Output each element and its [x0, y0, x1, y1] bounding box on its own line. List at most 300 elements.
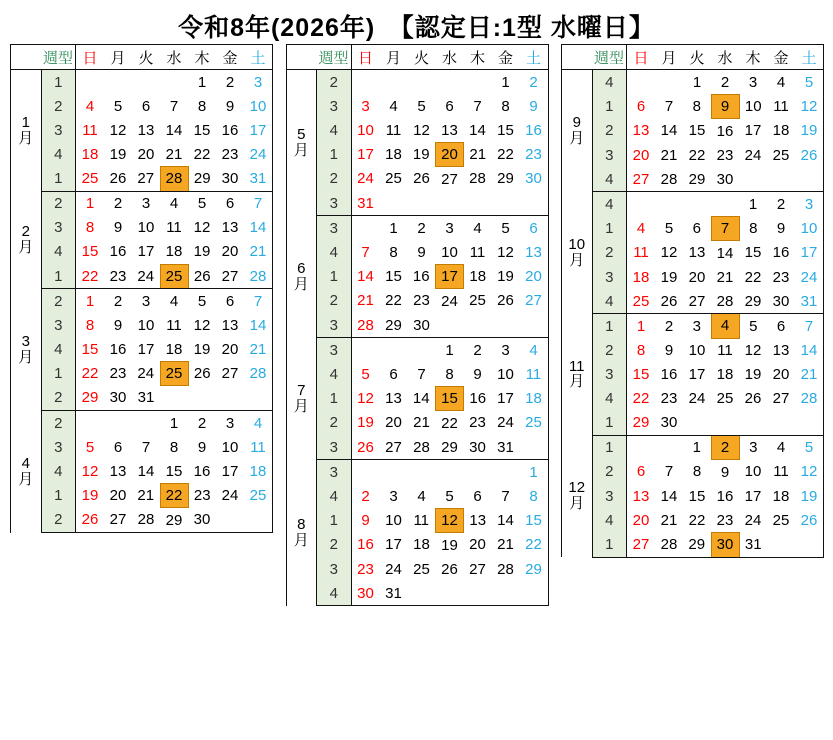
- day-cell: 27: [104, 508, 132, 533]
- day-cell: 1: [389, 219, 398, 237]
- day-cell: 11: [773, 463, 789, 481]
- day-cell: 10: [385, 512, 402, 529]
- day-cell: 17: [795, 241, 824, 266]
- day-cell: 21: [469, 146, 487, 163]
- day-cell: 20: [688, 268, 706, 286]
- day-cell: 20: [221, 340, 239, 358]
- day-cell: 9: [417, 243, 426, 261]
- calendar-week-row: [562, 435, 824, 460]
- week-type-cell: 4: [592, 387, 627, 411]
- day-cell: 12: [193, 316, 211, 334]
- day-cell: 22: [76, 264, 105, 289]
- month-label: 5 月: [286, 70, 317, 216]
- day-cell: 12: [436, 509, 464, 533]
- day-cell: 16: [469, 390, 487, 407]
- day-cell: 19: [744, 366, 762, 383]
- week-type-cell: 4: [317, 118, 352, 143]
- day-cell: 10: [688, 341, 706, 359]
- day-cell-empty: [216, 386, 244, 411]
- day-cell: 10: [441, 243, 458, 261]
- day-cell: 10: [244, 94, 273, 118]
- day-cell: 13: [385, 390, 402, 407]
- day-cell: 23: [104, 264, 132, 289]
- day-cell: 2: [473, 341, 482, 359]
- day-cell: 26: [104, 167, 132, 192]
- day-cell: 19: [497, 268, 514, 285]
- day-cell-empty: [627, 435, 656, 460]
- day-cell: 30: [104, 386, 132, 411]
- day-cell: 8: [501, 97, 510, 115]
- day-cell: 2: [361, 487, 370, 505]
- day-cell: 25: [385, 170, 402, 188]
- day-cell: 13: [137, 121, 155, 139]
- day-cell: 6: [141, 97, 151, 115]
- day-cell: 5: [664, 220, 674, 237]
- day-cell-empty: [188, 386, 216, 411]
- calendar-week-row: [11, 289, 273, 314]
- day-cell-empty: [408, 70, 436, 95]
- calendar-week-row: [562, 533, 824, 558]
- day-cell: 5: [749, 317, 758, 335]
- day-cell: 17: [137, 340, 155, 358]
- month-header-spacer: [286, 45, 317, 70]
- day-cell-empty: [436, 460, 464, 485]
- day-cell-empty: [104, 70, 132, 95]
- day-cell: 27: [772, 390, 790, 407]
- weekday-header-土: 土: [244, 45, 273, 70]
- day-cell: 9: [711, 95, 739, 119]
- day-cell: 23: [469, 414, 486, 432]
- day-cell: 19: [660, 268, 678, 286]
- day-cell: 17: [436, 265, 464, 289]
- calendar-week-row: [286, 313, 548, 338]
- week-type-cell: 3: [41, 118, 76, 142]
- calendar-week-row: [286, 581, 548, 606]
- day-cell: 9: [664, 341, 674, 359]
- day-cell-empty: [76, 70, 105, 95]
- day-cell-empty: [795, 533, 824, 558]
- week-type-cell: 3: [592, 143, 627, 167]
- day-cell-empty: [464, 581, 492, 606]
- day-cell: 5: [795, 70, 824, 95]
- day-cell: 29: [683, 533, 711, 558]
- day-cell: 11: [413, 512, 430, 529]
- day-cell-empty: [520, 191, 549, 216]
- day-cell: 27: [380, 435, 408, 460]
- day-cell: 14: [716, 244, 734, 262]
- day-cell: 24: [221, 487, 239, 504]
- calendar-week-row: [286, 216, 548, 241]
- day-cell: 30: [188, 508, 216, 533]
- day-cell-empty: [436, 581, 464, 606]
- day-cell-empty: [683, 411, 711, 436]
- day-cell: 18: [772, 122, 790, 140]
- day-cell: 16: [193, 462, 211, 480]
- day-cell: 17: [744, 122, 762, 140]
- day-cell: 23: [109, 365, 127, 382]
- day-cell: 2: [417, 219, 426, 237]
- day-cell: 27: [683, 289, 711, 314]
- day-cell: 5: [197, 195, 207, 212]
- day-cell-empty: [739, 411, 767, 436]
- day-cell: 4: [244, 411, 273, 436]
- day-cell: 29: [188, 167, 216, 192]
- week-type-cell: 1: [41, 264, 76, 289]
- calendar-week-row: [562, 217, 824, 241]
- month-label: 1 月: [11, 70, 42, 192]
- day-cell: 16: [716, 122, 734, 140]
- day-cell: 20: [109, 487, 127, 504]
- day-cell: 8: [692, 463, 702, 481]
- week-type-cell: 3: [317, 435, 352, 460]
- day-cell: 8: [197, 97, 207, 115]
- day-cell-empty: [408, 338, 436, 363]
- day-cell: 6: [776, 317, 786, 335]
- calendar-week-row: [11, 362, 273, 386]
- day-cell: 19: [412, 146, 430, 163]
- day-cell-empty: [739, 167, 767, 192]
- day-cell: 21: [716, 268, 734, 286]
- day-cell: 30: [711, 167, 739, 192]
- day-cell: 24: [132, 264, 160, 289]
- day-cell: 3: [501, 341, 510, 359]
- day-cell-empty: [655, 70, 683, 95]
- day-cell: 28: [655, 533, 683, 558]
- calendar-table: [286, 44, 549, 606]
- day-cell-empty: [351, 338, 380, 363]
- day-cell: 4: [473, 219, 482, 237]
- day-cell: 29: [520, 557, 549, 581]
- week-type-cell: 1: [41, 484, 76, 508]
- day-cell: 9: [113, 219, 123, 236]
- week-type-cell: 4: [41, 459, 76, 484]
- day-cell: 28: [244, 264, 273, 289]
- day-cell-empty: [160, 70, 188, 95]
- week-type-cell: 3: [317, 216, 352, 241]
- day-cell: 10: [795, 217, 824, 241]
- month-label: 9 月: [562, 70, 593, 192]
- weekday-header-月: 月: [655, 45, 683, 70]
- month-header-spacer: [11, 45, 42, 70]
- day-cell: 18: [632, 268, 650, 286]
- day-cell: 12: [193, 219, 211, 236]
- day-cell: 11: [385, 121, 402, 139]
- day-cell: 24: [244, 142, 273, 167]
- day-cell: 26: [497, 292, 514, 310]
- week-type-cell: 3: [317, 338, 352, 363]
- day-cell: 23: [357, 560, 374, 578]
- day-cell: 24: [385, 560, 402, 578]
- day-cell: 21: [660, 146, 678, 164]
- day-cell: 18: [716, 366, 734, 383]
- week-type-cell: 1: [592, 411, 627, 436]
- day-cell: 2: [776, 195, 786, 213]
- calendar-week-row: [11, 459, 273, 484]
- day-cell: 28: [795, 387, 824, 411]
- day-cell: 22: [497, 146, 514, 163]
- day-cell: 12: [357, 390, 374, 407]
- day-cell: 13: [688, 244, 706, 262]
- day-cell: 12: [795, 460, 824, 485]
- day-cell: 20: [632, 511, 650, 529]
- day-cell: 22: [688, 146, 706, 164]
- month-label: 4 月: [11, 411, 42, 533]
- calendar-week-row: [286, 70, 548, 95]
- day-cell: 15: [632, 366, 650, 383]
- day-cell: 18: [772, 487, 790, 505]
- day-cell: 20: [772, 366, 790, 383]
- day-cell: 16: [520, 118, 549, 143]
- day-cell: 9: [776, 220, 786, 237]
- day-cell: 23: [221, 145, 239, 163]
- week-type-cell: 3: [317, 191, 352, 216]
- week-type-cell: 2: [592, 119, 627, 144]
- day-cell: 5: [501, 219, 510, 237]
- week-type-cell: 4: [317, 484, 352, 509]
- day-cell: 26: [351, 435, 380, 460]
- day-cell: 25: [772, 146, 790, 164]
- day-cell: 15: [81, 340, 99, 358]
- day-cell-empty: [104, 411, 132, 436]
- day-cell-empty: [132, 70, 160, 95]
- day-cell: 27: [216, 264, 244, 289]
- day-cell: 15: [744, 244, 762, 262]
- day-cell: 7: [361, 243, 370, 261]
- day-cell: 25: [413, 560, 430, 578]
- calendar-week-row: [286, 387, 548, 411]
- day-cell: 23: [660, 390, 678, 407]
- calendar-week-row: [11, 508, 273, 533]
- day-cell: 6: [389, 365, 398, 383]
- day-cell: 30: [351, 581, 380, 606]
- day-cell: 23: [520, 143, 549, 167]
- day-cell: 29: [160, 508, 188, 533]
- day-cell: 22: [632, 390, 650, 407]
- week-type-cell: 2: [317, 411, 352, 436]
- calendar-column: [286, 44, 548, 606]
- day-cell: 18: [520, 387, 549, 411]
- day-cell: 8: [749, 220, 758, 237]
- week-type-cell: 3: [592, 484, 627, 508]
- day-cell: 11: [166, 316, 182, 334]
- day-cell: 15: [497, 121, 514, 139]
- weekday-header-月: 月: [104, 45, 132, 70]
- calendar-week-row: [11, 484, 273, 508]
- day-cell: 9: [520, 94, 549, 118]
- day-cell: 27: [221, 365, 239, 382]
- day-cell: 31: [739, 533, 767, 558]
- calendar-week-row: [286, 435, 548, 460]
- day-cell: 18: [469, 268, 487, 285]
- day-cell-empty: [767, 167, 795, 192]
- day-cell: 22: [193, 145, 211, 163]
- day-cell: 24: [744, 146, 762, 164]
- day-cell: 4: [169, 195, 179, 212]
- calendar-week-row: [562, 411, 824, 436]
- day-cell: 29: [76, 386, 105, 411]
- day-cell: 25: [520, 411, 549, 436]
- day-cell: 13: [772, 341, 790, 359]
- calendar-week-row: [286, 362, 548, 387]
- day-cell: 25: [160, 264, 188, 289]
- day-cell: 6: [636, 98, 646, 115]
- calendar-week-row: [286, 94, 548, 118]
- calendar-week-row: [562, 387, 824, 411]
- calendar-week-row: [286, 557, 548, 581]
- day-cell: 14: [412, 390, 430, 407]
- calendar-week-row: [11, 94, 273, 118]
- day-cell: 2: [225, 73, 235, 91]
- day-cell: 3: [748, 73, 758, 91]
- day-cell: 29: [380, 313, 408, 338]
- day-cell: 17: [688, 366, 706, 383]
- calendar-week-row: [11, 216, 273, 240]
- day-cell: 16: [660, 366, 678, 383]
- day-cell: 15: [436, 387, 464, 411]
- day-cell: 3: [445, 219, 454, 237]
- day-cell-empty: [520, 581, 549, 606]
- day-cell: 27: [469, 560, 486, 578]
- calendar-week-row: [562, 338, 824, 363]
- calendar-table: [561, 44, 824, 558]
- day-cell: 3: [795, 192, 824, 217]
- week-type-cell: 3: [317, 557, 352, 581]
- day-cell: 13: [520, 240, 549, 265]
- day-cell: 19: [193, 340, 211, 358]
- day-cell: 7: [244, 191, 273, 216]
- day-cell: 25: [627, 289, 656, 314]
- day-cell: 12: [660, 244, 678, 262]
- day-cell: 13: [441, 121, 458, 139]
- weekday-header-土: 土: [520, 45, 549, 70]
- day-cell: 5: [417, 97, 426, 115]
- day-cell: 9: [225, 97, 235, 115]
- day-cell: 31: [132, 386, 160, 411]
- calendar-week-row: [286, 533, 548, 558]
- day-cell: 27: [441, 170, 458, 188]
- week-type-cell: 3: [317, 460, 352, 485]
- weekday-header-金: 金: [492, 45, 520, 70]
- day-cell: 7: [169, 97, 179, 115]
- day-cell: 30: [711, 533, 739, 558]
- day-cell: 30: [464, 435, 492, 460]
- day-cell: 17: [497, 390, 514, 407]
- day-cell-empty: [351, 216, 380, 241]
- day-cell: 22: [385, 292, 402, 310]
- day-cell: 10: [221, 438, 239, 456]
- day-cell: 15: [193, 121, 211, 139]
- day-cell: 29: [739, 289, 767, 314]
- week-type-header: 週型: [317, 45, 352, 70]
- day-cell: 1: [692, 73, 702, 91]
- week-type-cell: 2: [317, 167, 352, 192]
- calendar-week-row: [562, 508, 824, 533]
- day-cell: 6: [636, 463, 646, 481]
- day-cell: 2: [711, 435, 739, 460]
- day-cell: 8: [169, 438, 179, 456]
- calendar-week-row: [562, 241, 824, 266]
- week-type-cell: 4: [592, 70, 627, 95]
- week-type-cell: 3: [317, 313, 352, 338]
- day-cell: 11: [244, 435, 273, 459]
- day-cell: 9: [720, 463, 730, 481]
- week-type-cell: 4: [317, 240, 352, 265]
- day-cell: 26: [655, 289, 683, 314]
- week-type-header: 週型: [592, 45, 627, 70]
- day-cell: 20: [632, 146, 650, 164]
- day-cell: 6: [225, 195, 235, 212]
- day-cell: 12: [81, 462, 99, 480]
- day-cell-empty: [464, 460, 492, 485]
- day-cell: 3: [141, 292, 151, 310]
- day-cell-empty: [464, 70, 492, 95]
- week-type-cell: 2: [592, 241, 627, 266]
- day-cell: 5: [197, 292, 207, 310]
- day-cell: 13: [632, 122, 650, 140]
- day-cell: 21: [795, 363, 824, 387]
- week-type-cell: 1: [317, 143, 352, 167]
- day-cell: 22: [441, 414, 458, 432]
- day-cell: 26: [795, 143, 824, 167]
- calendar-week-row: [562, 363, 824, 387]
- day-cell: 28: [244, 362, 273, 386]
- day-cell: 6: [473, 487, 482, 505]
- day-cell: 25: [772, 511, 790, 529]
- day-cell: 5: [113, 97, 123, 115]
- day-cell: 8: [445, 365, 454, 383]
- day-cell: 23: [413, 292, 430, 310]
- day-cell: 19: [193, 243, 211, 261]
- day-cell: 30: [655, 411, 683, 436]
- day-cell: 27: [520, 289, 549, 314]
- day-cell: 4: [636, 220, 646, 237]
- day-cell: 24: [688, 390, 706, 407]
- day-cell: 31: [492, 435, 520, 460]
- weekday-header-金: 金: [216, 45, 244, 70]
- day-cell: 1: [169, 414, 179, 432]
- day-cell: 3: [692, 317, 701, 335]
- day-cell: 24: [137, 365, 155, 382]
- week-type-cell: 2: [317, 533, 352, 558]
- week-type-cell: 4: [41, 240, 76, 265]
- day-cell: 1: [636, 317, 646, 335]
- day-cell: 3: [225, 414, 235, 432]
- day-cell: 9: [361, 512, 370, 529]
- calendar-week-row: [11, 70, 273, 95]
- day-cell-empty: [436, 70, 464, 95]
- week-type-cell: 4: [317, 581, 352, 606]
- calendar-week-row: [11, 264, 273, 289]
- week-type-cell: 2: [41, 289, 76, 314]
- day-cell: 21: [137, 487, 155, 504]
- day-cell-empty: [795, 167, 824, 192]
- day-cell: 23: [772, 268, 790, 286]
- day-cell-empty: [655, 435, 683, 460]
- day-cell: 3: [749, 439, 758, 456]
- day-cell: 2: [113, 195, 123, 212]
- day-cell: 12: [109, 121, 127, 139]
- day-cell: 11: [520, 362, 549, 387]
- day-cell: 24: [441, 292, 458, 310]
- weekday-header-日: 日: [351, 45, 380, 70]
- day-cell: 15: [520, 509, 549, 533]
- day-cell-empty: [380, 191, 408, 216]
- weekday-header-水: 水: [711, 45, 739, 70]
- month-label: 12 月: [562, 435, 593, 557]
- calendar-week-row: [562, 70, 824, 95]
- day-cell: 10: [497, 365, 514, 383]
- day-cell-empty: [683, 192, 711, 217]
